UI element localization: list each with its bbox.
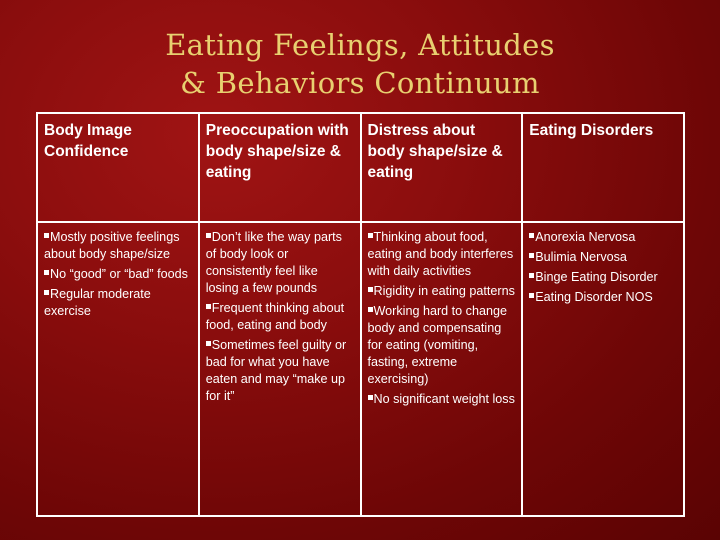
square-bullet-icon xyxy=(529,233,534,238)
square-bullet-icon xyxy=(529,273,534,278)
square-bullet-icon xyxy=(206,304,211,309)
list-item-text: Eating Disorder NOS xyxy=(535,290,653,304)
list-item-text: Rigidity in eating patterns xyxy=(373,284,515,298)
list-item xyxy=(529,269,677,286)
list-item-text: Binge Eating Disorder xyxy=(535,270,658,284)
list-item xyxy=(44,266,192,283)
square-bullet-icon xyxy=(206,341,211,346)
column-header-eating-disorders: Eating Disorders xyxy=(522,113,684,222)
list-item-text: No significant weight loss xyxy=(373,392,515,406)
list-item xyxy=(529,249,677,266)
square-bullet-icon xyxy=(44,290,49,295)
list-item xyxy=(368,303,516,388)
table-body-row xyxy=(37,222,684,516)
slide-title-line-2: & Behaviors Continuum xyxy=(180,66,540,100)
list-item-text: Thinking about food, eating and body interferes with daily activities xyxy=(367,230,514,278)
list-item xyxy=(206,300,354,334)
continuum-table xyxy=(36,112,685,517)
slide-title-line-1: Eating Feelings, Attitudes xyxy=(165,28,555,62)
list-item xyxy=(206,229,354,297)
list-item-text: Sometimes feel guilty or bad for what you have eaten and may “make up for it” xyxy=(205,338,347,403)
square-bullet-icon xyxy=(529,253,534,258)
column-header-body-image-confidence: Body Image Confidence xyxy=(37,113,199,222)
list-item xyxy=(206,337,354,405)
column-cell-eating-disorders xyxy=(522,222,684,516)
list-item-text: No “good” or “bad” foods xyxy=(50,267,188,281)
square-bullet-icon xyxy=(206,233,211,238)
square-bullet-icon xyxy=(368,307,373,312)
list-item xyxy=(368,283,516,300)
list-item-text: Regular moderate exercise xyxy=(44,287,151,318)
list-item xyxy=(368,391,516,408)
slide-title xyxy=(0,26,720,102)
square-bullet-icon xyxy=(529,293,534,298)
list-item-text: Frequent thinking about food, eating and body xyxy=(205,301,345,332)
square-bullet-icon xyxy=(368,233,373,238)
list-item xyxy=(368,229,516,280)
list-item xyxy=(529,289,677,306)
list-item-text: Working hard to change body and compensating for eating (vomiting, fasting, extreme exercising) xyxy=(367,304,507,386)
column-cell-body-image-confidence xyxy=(37,222,199,516)
column-cell-preoccupation xyxy=(199,222,361,516)
column-header-distress: Distress about body shape/size & eating xyxy=(361,113,523,222)
column-cell-distress xyxy=(361,222,523,516)
table-header-row xyxy=(37,113,684,222)
list-item xyxy=(529,229,677,246)
column-header-preoccupation: Preoccupation with body shape/size & eating xyxy=(199,113,361,222)
square-bullet-icon xyxy=(44,270,49,275)
list-item-text: Don’t like the way parts of body look or consistently feel like losing a few pounds xyxy=(205,230,342,295)
list-item-text: Bulimia Nervosa xyxy=(535,250,627,264)
list-item xyxy=(44,229,192,263)
list-item xyxy=(44,286,192,320)
square-bullet-icon xyxy=(368,395,373,400)
square-bullet-icon xyxy=(368,287,373,292)
list-item-text: Mostly positive feelings about body shape/size xyxy=(44,230,180,261)
square-bullet-icon xyxy=(44,233,49,238)
list-item-text: Anorexia Nervosa xyxy=(535,230,636,244)
